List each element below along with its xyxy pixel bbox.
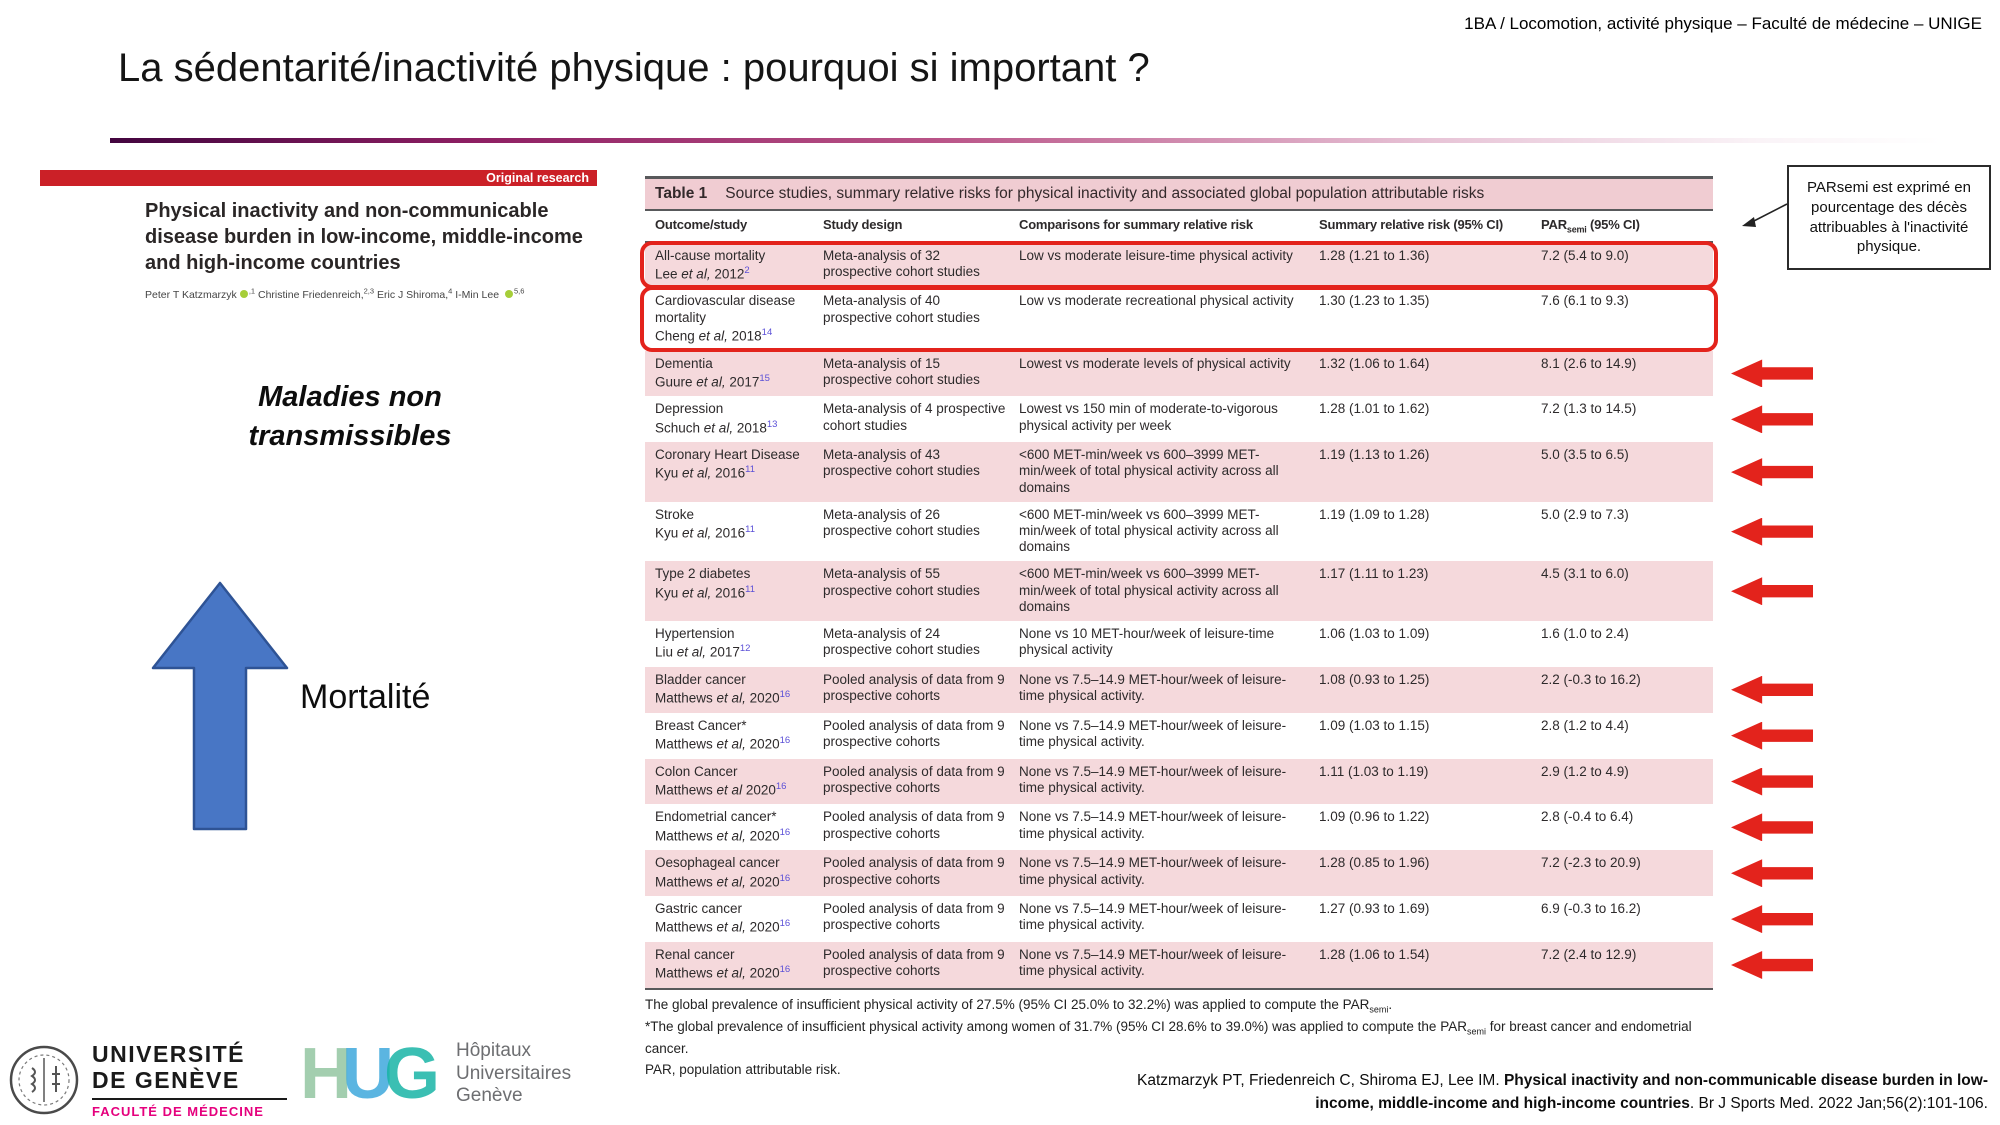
cell-comparison: None vs 7.5–14.9 MET-hour/week of leisure-time physical activity. — [1019, 671, 1287, 704]
cell-design: Pooled analysis of data from 9 prospective cohorts — [823, 947, 1005, 979]
orcid-icon — [240, 290, 248, 298]
cell-outcome: Colon Cancer Matthews et al 2020$^{16}$ — [655, 763, 787, 798]
cell-outcome: Dementia Guure et al, 2017$^{15}$ — [655, 355, 770, 390]
cell-srr: 1.19 (1.09 to 1.28) — [1319, 506, 1430, 522]
table-row — [645, 351, 1713, 397]
cell-srr: 1.09 (1.03 to 1.15) — [1319, 717, 1430, 733]
cell-srr: 1.28 (1.01 to 1.62) — [1319, 401, 1430, 417]
cell-par: 5.0 (3.5 to 6.5) — [1541, 447, 1629, 463]
table-title: Table 1 Source studies, summary relative risks for physical inactivity and associated global population attributable risks — [645, 179, 1713, 211]
cell-design: Meta-analysis of 55 prospective cohort studies — [823, 566, 980, 598]
red-left-arrow-icon — [1731, 458, 1813, 486]
cell-srr: 1.27 (0.93 to 1.69) — [1319, 901, 1430, 917]
cell-outcome: Cardiovascular disease mortality Cheng et al, 2018$^{14}$ — [655, 293, 796, 344]
col-header-design: Study design — [823, 217, 903, 232]
cell-design: Meta-analysis of 15 prospective cohort studies — [823, 355, 980, 387]
unige-wordmark: UNIVERSITÉ DE GENÈVE FACULTÉ DE MÉDECINE — [92, 1042, 287, 1119]
article-authors — [145, 286, 597, 301]
table-row — [645, 713, 1713, 759]
col-header-par: $PAR_{semi}$ (95% CI) — [1541, 217, 1640, 235]
unige-underline — [92, 1098, 287, 1100]
cell-comparison: <600 MET-min/week vs 600–3999 MET-min/week of total physical activity across all domains — [1019, 447, 1279, 495]
col-header-srr: Summary relative risk (95% CI) — [1319, 217, 1504, 232]
author-segment: Eric J Shiroma,$^4$ — [374, 286, 453, 301]
data-table — [645, 176, 1713, 1080]
footnote-1: The global prevalence of insufficient physical activity of 27.5% (95% CI 25.0% to 32.2%) was applied to compute the $PAR_{semi}$. — [645, 996, 1393, 1015]
red-left-arrow-icon — [1731, 577, 1813, 605]
cell-design: Pooled analysis of data from 9 prospective cohorts — [823, 809, 1005, 841]
hug-letters: H U G — [300, 1034, 431, 1114]
table-row — [645, 621, 1713, 667]
table-row — [645, 442, 1713, 502]
cell-srr: 1.32 (1.06 to 1.64) — [1319, 355, 1430, 371]
footnote-2: *The global prevalence of insufficient physical activity among women of 31.7% (95% CI 28.6% to 39.0%) was applied to compute the $PAR_{semi}$ for breast cancer and endometrial cancer. — [645, 1019, 1692, 1057]
table-row — [645, 502, 1713, 562]
original-research-badge: Original research — [486, 171, 589, 185]
cell-srr: 1.17 (1.11 to 1.23) — [1319, 566, 1429, 582]
cell-comparison: None vs 10 MET-hour/week of leisure-time physical activity — [1019, 625, 1275, 658]
red-left-arrow-icon — [1731, 768, 1813, 796]
ncd-label: Maladies non transmissibles — [248, 381, 452, 453]
cell-outcome: Endometrial cancer* Matthews et al, 2020$^{16}$ — [655, 809, 791, 844]
cell-par: 7.2 (5.4 to 9.0) — [1541, 247, 1629, 263]
cell-design: Pooled analysis of data from 9 prospective cohorts — [823, 855, 1005, 887]
table-row — [645, 896, 1713, 942]
table-row — [645, 804, 1713, 850]
cell-comparison: None vs 7.5–14.9 MET-hour/week of leisure-time physical activity. — [1019, 901, 1287, 933]
cell-outcome: Gastric cancer Matthews et al, 2020$^{16}$ — [655, 901, 791, 935]
cell-design: Meta-analysis of 43 prospective cohort studies — [823, 447, 980, 479]
table-row — [645, 667, 1713, 713]
cell-srr: 1.09 (0.96 to 1.22) — [1319, 809, 1430, 825]
cell-srr: 1.08 (0.93 to 1.25) — [1319, 671, 1430, 687]
cell-design: Meta-analysis of 26 prospective cohort studies — [823, 506, 980, 539]
cell-outcome: Type 2 diabetes Kyu et al, 2016$^{11}$ — [655, 566, 755, 601]
table-body — [645, 243, 1713, 990]
author-segment: Christine Friedenreich,$^{2,3}$ — [255, 286, 375, 301]
table-row — [645, 243, 1713, 289]
cell-design: Pooled analysis of data from 9 prospective cohorts — [823, 717, 1005, 749]
table-row — [645, 942, 1713, 988]
cell-outcome: Breast Cancer* Matthews et al, 2020$^{16}$ — [655, 717, 791, 752]
cell-srr: 1.11 (1.03 to 1.19) — [1319, 763, 1429, 779]
author-segment: Peter T Katzmarzyk $^{,1}$ — [145, 286, 256, 301]
cell-comparison: Lowest vs moderate levels of physical activity — [1019, 355, 1291, 371]
cell-outcome: Stroke Kyu et al, 2016$^{11}$ — [655, 506, 755, 541]
page-title: La sédentarité/inactivité physique : pourquoi si important ? — [118, 46, 1150, 90]
cell-par: 2.9 (1.2 to 4.9) — [1541, 763, 1629, 779]
cell-par: 7.2 (1.3 to 14.5) — [1541, 401, 1637, 417]
cell-par: 2.8 (1.2 to 4.4) — [1541, 717, 1629, 733]
cell-comparison: Lowest vs 150 min of moderate-to-vigorous physical activity per week — [1019, 401, 1278, 433]
author-segment: I-Min Lee $^{5,6}$ — [452, 286, 525, 301]
title-divider — [110, 138, 1942, 143]
cell-design: Meta-analysis of 40 prospective cohort studies — [823, 293, 980, 325]
cell-design: Pooled analysis of data from 9 prospective cohorts — [823, 671, 1005, 704]
hug-logo — [300, 1034, 572, 1114]
cell-design: Pooled analysis of data from 9 prospective cohorts — [823, 901, 1005, 933]
col-header-outcome: Outcome/study — [655, 217, 748, 232]
faculty-label: FACULTÉ DE MÉDECINE — [92, 1103, 264, 1119]
red-left-arrow-icon — [1731, 722, 1813, 750]
citation: Katzmarzyk PT, Friedenreich C, Shiroma EJ, Lee IM. Physical inactivity and non-communicable disease burden in low-income, middle-income and high-income countries. Br J Sports Med. 2022 Jan;56(2):101-106. — [1136, 1072, 1988, 1112]
par-note-box: PARsemi est exprimé en pourcentage des décès attribuables à l'inactivité physique. — [1787, 165, 1991, 270]
table-header-row — [645, 211, 1713, 243]
col-header-comparison: Comparisons for summary relative risk — [1019, 217, 1253, 232]
cell-comparison: None vs 7.5–14.9 MET-hour/week of leisure-time physical activity. — [1019, 947, 1287, 979]
cell-par: 6.9 (-0.3 to 16.2) — [1541, 901, 1641, 917]
footnote-3: PAR, population attributable risk. — [645, 1061, 841, 1077]
cell-par: 1.6 (1.0 to 2.4) — [1541, 625, 1629, 641]
orcid-icon — [505, 290, 513, 298]
table-row — [645, 759, 1713, 805]
table-row — [645, 396, 1713, 442]
cell-outcome: Renal cancer Matthews et al, 2020$^{16}$ — [655, 947, 791, 981]
cell-outcome: Bladder cancer Matthews et al, 2020$^{16}$ — [655, 671, 791, 706]
up-arrow-icon — [150, 580, 290, 832]
cell-outcome: Depression Schuch et al, 2018$^{13}$ — [655, 401, 778, 436]
article-card — [40, 170, 597, 301]
red-left-arrow-icon — [1731, 905, 1813, 933]
cell-outcome: Coronary Heart Disease Kyu et al, 2016$^{11}$ — [655, 447, 800, 481]
cell-par: 2.2 (-0.3 to 16.2) — [1541, 671, 1641, 687]
cell-par: 7.2 (2.4 to 12.9) — [1541, 947, 1637, 963]
cell-design: Meta-analysis of 4 prospective cohort studies — [823, 401, 1006, 433]
cell-comparison: <600 MET-min/week vs 600–3999 MET-min/week of total physical activity across all domains — [1019, 506, 1279, 555]
cell-srr: 1.28 (0.85 to 1.96) — [1319, 855, 1430, 871]
red-left-arrow-icon — [1731, 951, 1813, 979]
cell-comparison: None vs 7.5–14.9 MET-hour/week of leisure-time physical activity. — [1019, 717, 1287, 749]
cell-outcome: Hypertension Liu et al, 2017$^{12}$ — [655, 625, 751, 660]
red-left-arrow-icon — [1731, 676, 1813, 704]
cell-par: 2.8 (-0.4 to 6.4) — [1541, 809, 1634, 825]
hug-wordmark: Hôpitaux Universitaires Genève — [456, 1040, 572, 1107]
table-row — [645, 288, 1713, 350]
cell-outcome: Oesophageal cancer Matthews et al, 2020$^{16}$ — [655, 855, 791, 890]
cell-comparison: None vs 7.5–14.9 MET-hour/week of leisure-time physical activity. — [1019, 809, 1287, 841]
cell-comparison: None vs 7.5–14.9 MET-hour/week of leisure-time physical activity. — [1019, 855, 1287, 887]
table-row — [645, 850, 1713, 896]
cell-comparison: <600 MET-min/week vs 600–3999 MET-min/week of total physical activity across all domains — [1019, 566, 1279, 614]
article-topbar — [40, 170, 597, 186]
cell-srr: 1.28 (1.06 to 1.54) — [1319, 947, 1430, 963]
cell-srr: 1.28 (1.21 to 1.36) — [1319, 247, 1430, 263]
red-left-arrow-icon — [1731, 859, 1813, 887]
cell-par: 4.5 (3.1 to 6.0) — [1541, 566, 1629, 582]
cell-par: 7.2 (-2.3 to 20.9) — [1541, 855, 1641, 871]
article-title: Physical inactivity and non-communicable disease burden in low-income, middle-income and high-income countries — [145, 200, 583, 274]
cell-srr: 1.06 (1.03 to 1.09) — [1319, 625, 1430, 641]
red-left-arrow-icon — [1731, 518, 1813, 546]
cell-par: 5.0 (2.9 to 7.3) — [1541, 506, 1629, 522]
cell-design: Pooled analysis of data from 9 prospective cohorts — [823, 763, 1005, 795]
cell-srr: 1.19 (1.13 to 1.26) — [1319, 447, 1430, 463]
cell-comparison: Low vs moderate leisure-time physical activity — [1019, 247, 1293, 263]
table-row — [645, 561, 1713, 621]
red-left-arrow-icon — [1731, 405, 1813, 433]
cell-comparison: None vs 7.5–14.9 MET-hour/week of leisure-time physical activity. — [1019, 763, 1287, 795]
course-header: 1BA / Locomotion, activité physique – Faculté de médecine – UNIGE — [1464, 14, 1982, 33]
cell-par: 8.1 (2.6 to 14.9) — [1541, 355, 1637, 371]
cell-srr: 1.30 (1.23 to 1.35) — [1319, 293, 1430, 309]
unige-seal-icon — [8, 1044, 80, 1116]
cell-outcome: All-cause mortality Lee et al, 2012$^2$ — [655, 247, 766, 282]
cell-comparison: Low vs moderate recreational physical activity — [1019, 293, 1294, 309]
par-note-arrow — [1738, 194, 1790, 232]
cell-par: 7.6 (6.1 to 9.3) — [1541, 293, 1629, 309]
cell-design: Meta-analysis of 24 prospective cohort studies — [823, 625, 980, 658]
unige-logo — [8, 1042, 287, 1119]
red-left-arrow-icon — [1731, 359, 1813, 387]
table-footnotes — [645, 995, 1713, 1080]
mortality-label: Mortalité — [300, 678, 431, 716]
cell-design: Meta-analysis of 32 prospective cohort studies — [823, 247, 980, 279]
red-left-arrow-icon — [1731, 813, 1813, 841]
